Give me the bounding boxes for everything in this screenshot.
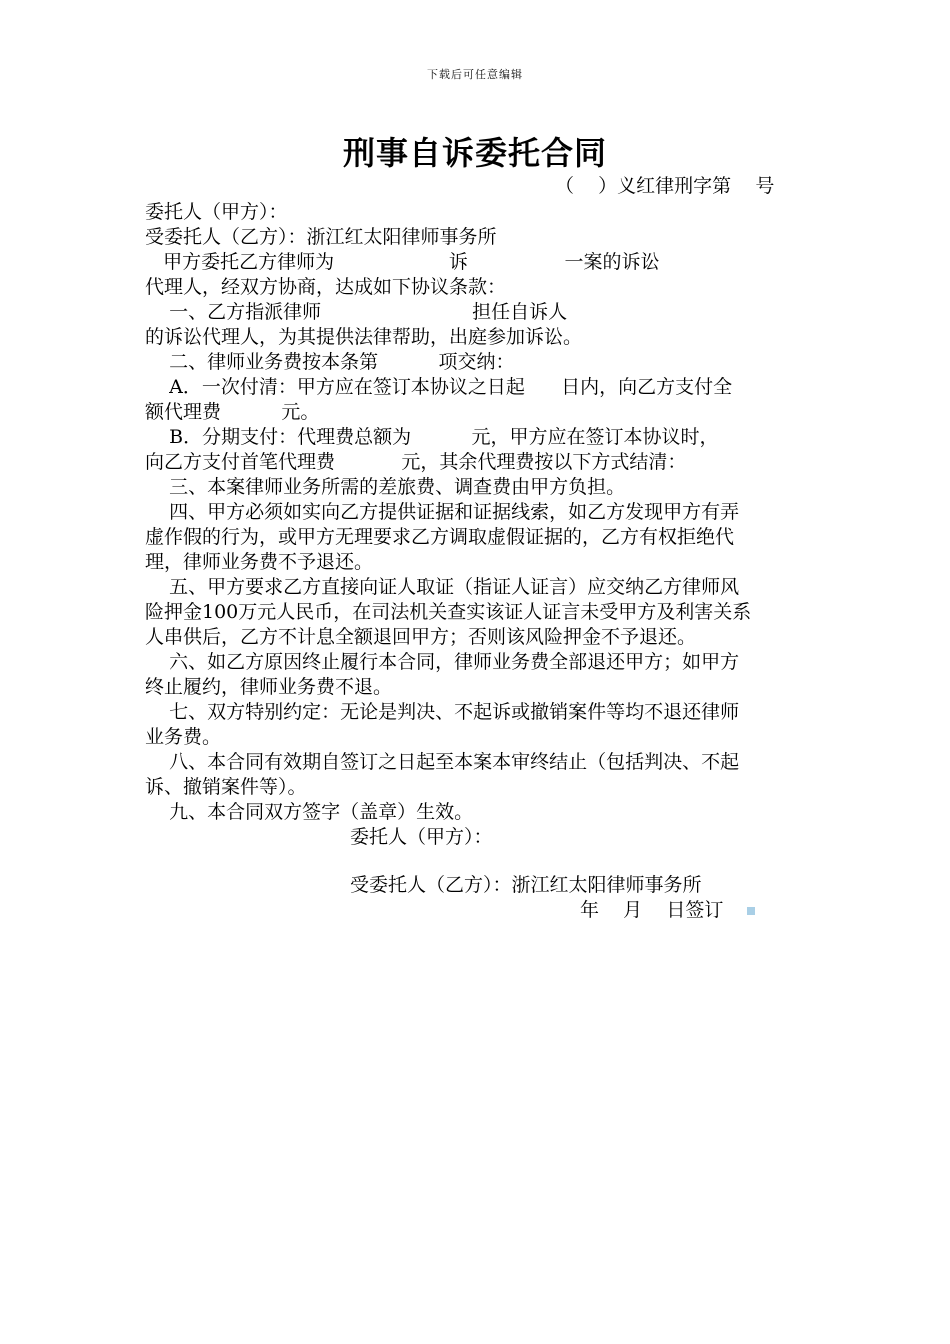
contract-line: 理，律师业务费不予退还。: [145, 551, 374, 573]
client-signature-label: 委托人（甲方）：: [350, 826, 493, 848]
contract-line: 七、双方特别约定：无论是判决、不起诉或撤销案件等均不退还律师: [145, 701, 740, 723]
contract-line: 四、甲方必须如实向乙方提供证据和证据线索，如乙方发现甲方有弄: [145, 501, 740, 523]
document-number: （ ）义红律刑字第 号: [555, 175, 775, 197]
contract-line: 受委托人（乙方）：浙江红太阳律师事务所: [145, 226, 497, 248]
cursor-mark: [747, 907, 755, 915]
contract-line: 业务费。: [145, 726, 222, 748]
contract-line: 九、本合同双方签字（盖章）生效。: [145, 801, 474, 823]
agent-signature-label: 受委托人（乙方）：浙江红太阳律师事务所: [350, 874, 702, 896]
header-note: 下载后可任意编辑: [427, 68, 523, 81]
contract-line: 委托人（甲方）：: [145, 201, 288, 223]
contract-line: A．一次付清：甲方应在签订本协议之日起 日内，向乙方支付全: [145, 376, 733, 398]
contract-line: 五、甲方要求乙方直接向证人取证（指证人证言）应交纳乙方律师风: [145, 576, 740, 598]
contract-line: 甲方委托乙方律师为 诉 一案的诉讼: [145, 251, 660, 273]
contract-line: B．分期支付：代理费总额为 元，甲方应在签订本协议时，: [145, 426, 719, 448]
signing-date: 年 月 日签订: [580, 899, 724, 921]
contract-line: 人串供后，乙方不计息全额退回甲方；否则该风险押金不予退还。: [145, 626, 697, 648]
contract-line: 代理人，经双方协商，达成如下协议条款：: [145, 276, 507, 298]
contract-line: 一、乙方指派律师 担任自诉人: [145, 301, 568, 323]
contract-line: 险押金100万元人民币，在司法机关查实该证人证言未受甲方及利害关系: [145, 601, 752, 623]
contract-line: 额代理费 元。: [145, 401, 320, 423]
contract-line: 的诉讼代理人，为其提供法律帮助，出庭参加诉讼。: [145, 326, 583, 348]
contract-line: 三、本案律师业务所需的差旅费、调查费由甲方负担。: [145, 476, 626, 498]
document-title: 刑事自诉委托合同: [342, 134, 607, 172]
contract-line: 终止履约，律师业务费不退。: [145, 676, 393, 698]
contract-line: 虚作假的行为，或甲方无理要求乙方调取虚假证据的，乙方有权拒绝代: [145, 526, 735, 548]
contract-line: 诉、撤销案件等）。: [145, 776, 307, 798]
contract-line: 向乙方支付首笔代理费 元，其余代理费按以下方式结清：: [145, 451, 687, 473]
contract-line: 八、本合同有效期自签订之日起至本案本审终结止（包括判决、不起: [145, 751, 740, 773]
contract-line: 六、如乙方原因终止履行本合同，律师业务费全部退还甲方；如甲方: [145, 651, 740, 673]
contract-line: 二、律师业务费按本条第 项交纳：: [145, 351, 515, 373]
